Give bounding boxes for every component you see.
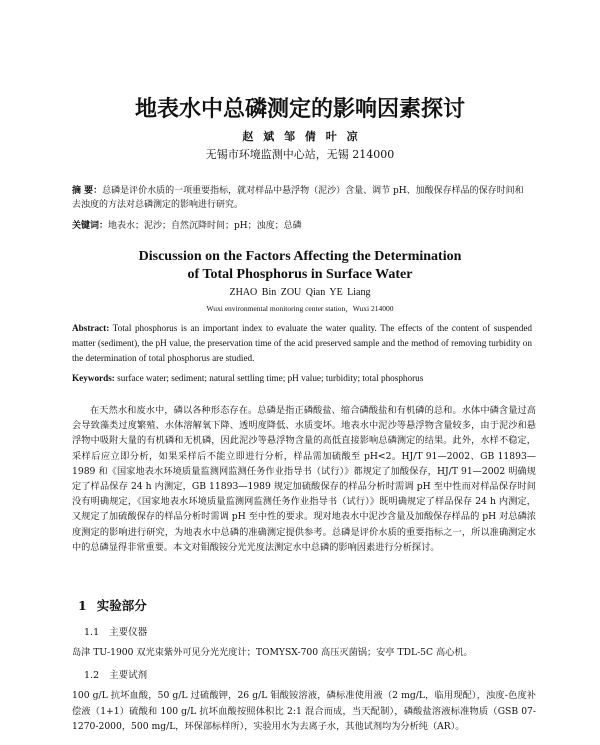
subsection-title: 主要仪器 — [109, 627, 148, 638]
paper-title-en — [0, 248, 600, 284]
keywords-cn — [72, 219, 532, 233]
abstract-en-label: Abstract: — [72, 323, 110, 333]
abstract-cn — [72, 184, 532, 212]
paper-title-en-line1: Discussion on the Factors Affecting the Determination — [138, 249, 462, 264]
keywords-en — [72, 371, 532, 385]
authors-cn: 赵 斌 邹 倩 叶 凉 — [242, 130, 358, 143]
instruments-paragraph: 岛津 TU-1900 双光束紫外可见分光光度计；TOMYSX-700 高压灭菌锅；安亭 TDL-5C 高心机。 — [72, 647, 473, 658]
section-heading-1 — [78, 596, 147, 614]
abstract-cn-label: 摘 要： — [72, 186, 103, 196]
abstract-cn-text: 总磷是评价水质的一项重要指标，就对样品中悬浮物（泥沙）含量、调节 pH、加酸保存样品的保存时间和去浊度的方法对总磷测定的影响进行研究。 — [72, 186, 524, 210]
section-number: 1 — [78, 598, 87, 613]
keywords-en-text: surface water; sediment; natural settling time; pH value; turbidity; total phosphorus — [114, 373, 424, 383]
reagents-paragraph: 100 g/L 抗坏血酸，50 g/L 过硫酸钾，26 g/L 钼酸铵溶液，磷标准使用液（2 mg/L，临用现配），浊度-色度补偿液（1+1）硫酸和 100 g/L 抗坏血酸按照体积比 2:1 混合而成，当天配制），磷酸盐溶液标准物质（GSB 07-1270-2000，500 mg/L，环保部标样所），实验用水为去离子水，其他试剂均为分析纯（AR）。 — [72, 690, 536, 732]
subsection-number: 1.1 — [84, 627, 100, 638]
subsection-heading-1-1 — [84, 624, 147, 638]
paper-title-cn: 地表水中总磷测定的影响因素探讨 — [134, 96, 465, 122]
authors-en: ZHAO Bin ZOU Qian YE Liang — [229, 287, 371, 298]
abstract-en — [72, 321, 532, 366]
subsection-title: 主要试剂 — [109, 670, 148, 681]
paper-title-en-line2: of Total Phosphorus in Surface Water — [187, 267, 413, 282]
subsection-heading-1-2 — [84, 667, 147, 681]
keywords-cn-label: 关键词： — [72, 221, 109, 231]
keywords-en-label: Keywords: — [72, 373, 115, 383]
affiliation-en: Wuxi environmental monitoring center station，Wuxi 214000 — [206, 304, 394, 313]
intro-paragraph: 在天然水和废水中，磷以各种形态存在。总磷是指正磷酸盐、缩合磷酸盐和有机磷的总和。水体中磷含量过高会导致藻类过度繁殖、水体溶解氧下降、透明度降低、水质变坏。地表水中泥沙等悬浮物含量较多，由于泥沙和悬浮物中吸附大量的有机磷和无机磷，因此泥沙等悬浮物含量的高低直接影响总磷测定的结果。此外，水样不稳定，采样后应立即分析，如果采样后不能立即进行分析，样品需加硫酸至 pH<2。HJ/T 91—2002、GB 11893—1989 和《国家地表水环境质量监测网监测任务作业指导书（试行）》都规定了加酸保存，HJ/T 91—2002 明确规定了样品保存 24 h 内测定，GB 11893—1989 规定加硫酸保存的样品分析时需调 pH 至中性而对样品保存时间没有明确规定，《国家地表水环境质量监测网监测任务作业指导书（试行）》既明确规定了样品保存 24 h 内测定，又规定了加硫酸保存的样品分析时需调 pH 至中性的要求。现对地表水中泥沙含量及加酸保存样品的 pH 对总磷浓度测定的影响进行研究，为地表水中总磷的准确测定提供参考。总磷是评价水质的重要指标之一，所以准确测定水中的总磷显得非常重要。本文对钼酸铵分光光度法测定水中总磷的影响因素进行分析探讨。 — [72, 405, 536, 553]
subsection-number: 1.2 — [84, 670, 100, 681]
affiliation-cn: 无锡市环境监测中心站，无锡 214000 — [205, 148, 395, 161]
section-title: 实验部分 — [96, 598, 147, 613]
abstract-en-text: Total phosphorus is an important index to evaluate the water quality. The effects of the content of suspended matter (sediment), the pH value, the preservation time of the acid preserved sample and the method of removing turbidity on the determination of total phosphorus are studied. — [72, 323, 532, 363]
keywords-cn-text: 地表水；泥沙；自然沉降时间；pH；浊度；总磷 — [108, 221, 302, 231]
